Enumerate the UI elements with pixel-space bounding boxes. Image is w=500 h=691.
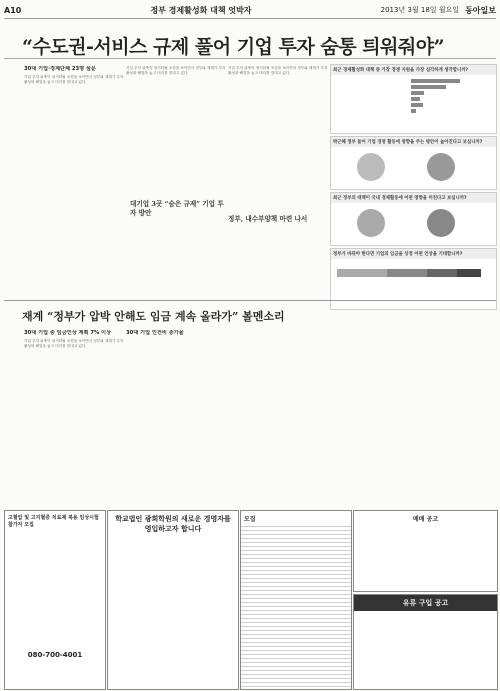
pie-chart2-svg bbox=[331, 203, 491, 243]
bar bbox=[427, 269, 457, 277]
ad-area bbox=[4, 510, 496, 688]
ad-oil bbox=[353, 594, 498, 690]
pie bbox=[357, 209, 385, 237]
chart-title: 최근 정부의 대책이 국내 경제활동에 어떤 영향을 미친다고 보십니까? bbox=[331, 193, 496, 203]
body-text2: 기업 투자 위축이 장기화될 조짐을 보이면서 정부와 재계가 투자 활성화 해법을 놓고 머리를 맞대고 있다. bbox=[126, 66, 226, 76]
chart-title: 정부가 바꿔야 한다면 기업의 임금을 상정 어떤 인상을 기대합니까? bbox=[331, 249, 496, 259]
pull2: 30대 기업 인건비 증가율 bbox=[126, 330, 184, 336]
body-text4: 기업 투자 위축이 장기화될 조짐을 보이면서 정부와 재계가 투자 활성화 해법을 놓고 머리를 맞대고 있다. bbox=[24, 339, 124, 349]
date: 2013년 3월 18일 월요일 bbox=[380, 5, 460, 14]
ad-title: 유류 구입 공고 bbox=[354, 595, 497, 611]
second-col3 bbox=[228, 330, 328, 505]
ad-title: 매매 공고 bbox=[412, 516, 439, 523]
bar-chart-svg bbox=[331, 75, 491, 125]
article-col2 bbox=[126, 66, 226, 296]
chart-3 bbox=[330, 192, 497, 246]
body-text: 기업 투자 위축이 장기화될 조짐을 보이면서 정부와 재계가 투자 활성화 해법을 놓고 머리를 맞대고 있다. bbox=[24, 75, 124, 85]
page-header bbox=[4, 2, 496, 19]
chart-2 bbox=[330, 136, 497, 190]
pull-quote: 대기업 3곳 “숨은 규제” 기업 투자 방안 bbox=[130, 200, 224, 217]
bar bbox=[457, 269, 481, 277]
subhead2: 30대 기업 중 임금인상 계획 7% 이상 bbox=[24, 330, 111, 336]
newspaper-brand: 동아일보 bbox=[465, 4, 496, 15]
subhead: 30대 기업·경제단체 23명 설문 bbox=[24, 66, 96, 72]
ad-school bbox=[107, 510, 239, 690]
article-col3 bbox=[228, 66, 328, 296]
ad-title: 모집 bbox=[241, 511, 351, 526]
pie-chart-svg bbox=[331, 147, 491, 187]
bar bbox=[411, 91, 424, 95]
page-number: A10 bbox=[4, 5, 22, 15]
bar bbox=[411, 79, 460, 83]
ad-phone: 080-700-4001 bbox=[27, 651, 83, 659]
bar bbox=[411, 85, 446, 89]
chart-1 bbox=[330, 64, 497, 134]
second-col2 bbox=[126, 330, 226, 505]
second-col1 bbox=[24, 330, 124, 505]
ad-clinical bbox=[4, 510, 106, 690]
bar bbox=[337, 269, 387, 277]
ad-classified bbox=[240, 510, 352, 690]
bar bbox=[387, 269, 427, 277]
bar bbox=[411, 97, 420, 101]
pull-quote2: 정부, 내수부양책 마련 나서 bbox=[228, 215, 308, 223]
chart-panel bbox=[330, 64, 495, 384]
ad-title: 학교법인 광희학원의 새로운 경영자를 영입하고자 합니다 bbox=[115, 515, 231, 533]
pie bbox=[357, 153, 385, 181]
pie bbox=[427, 209, 455, 237]
second-headline: 재계 “정부가 압박 안해도 임금 계속 올라가” 볼멘소리 bbox=[22, 310, 285, 323]
article-col1 bbox=[24, 66, 124, 296]
main-headline: “수도권-서비스 규제 풀어 기업 투자 숨통 틔워줘야” bbox=[22, 36, 445, 58]
ad-sale bbox=[353, 510, 498, 592]
bar bbox=[411, 109, 416, 113]
body-text3: 기업 투자 위축이 장기화될 조짐을 보이면서 정부와 재계가 투자 활성화 해법을 놓고 머리를 맞대고 있다. bbox=[228, 66, 328, 76]
ad-title: 고혈압 및 고지혈증 치료제 복용 임상시험 참가자 모집 bbox=[8, 515, 99, 528]
chart-title: 최근 경제활성화 대책 중 가장 경쟁 지원을 가장 심각하게 생각합니까? bbox=[331, 65, 496, 75]
stacked-bar-svg bbox=[331, 259, 491, 303]
pie bbox=[427, 153, 455, 181]
bar bbox=[411, 103, 423, 107]
section-title: 정부 경제활성화 대책 엇박자 bbox=[150, 5, 252, 15]
chart-title: 박근혜 정부 들어 기업 경영 활동에 영향을 주는 방안이 높아진다고 보십니까? bbox=[331, 137, 496, 147]
